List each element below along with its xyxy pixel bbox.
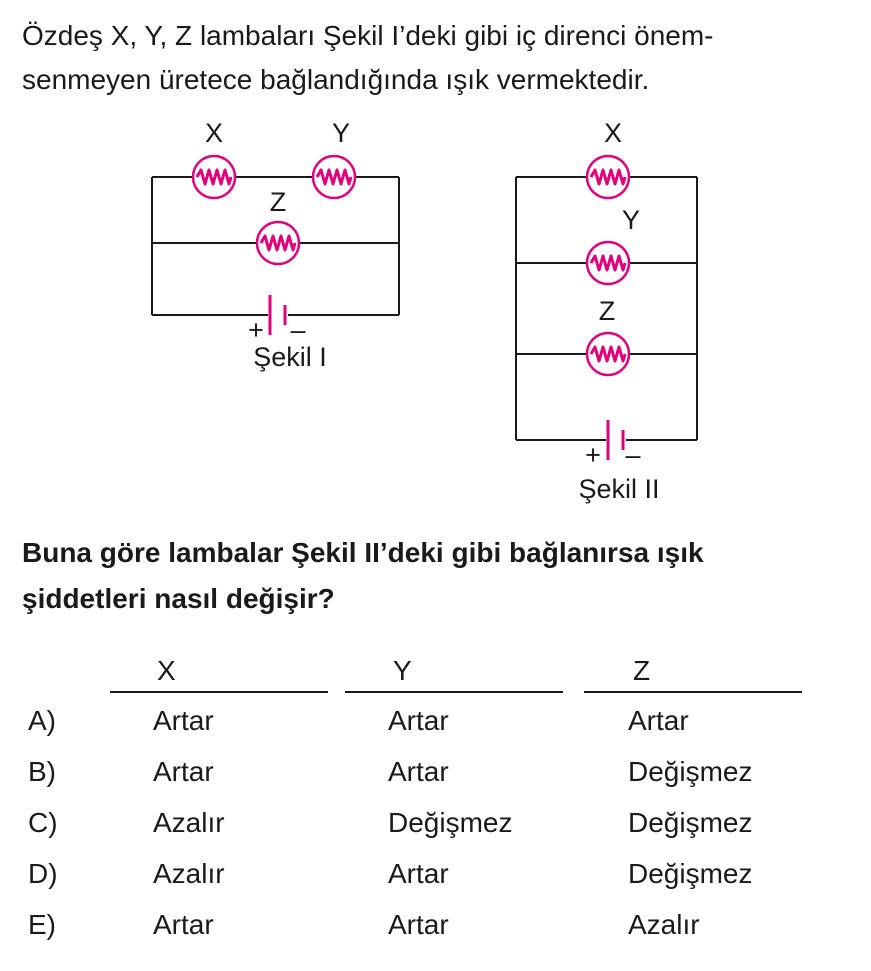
- figure-2-circuit: [516, 118, 697, 504]
- lamp-z-icon: [257, 222, 299, 264]
- cell-y: Artar: [388, 909, 449, 940]
- cell-y: Artar: [388, 705, 449, 736]
- cell-y: Artar: [388, 858, 449, 889]
- column-divider: [110, 691, 328, 693]
- battery-minus-label: –: [290, 315, 306, 345]
- lamp-x-icon: [193, 156, 235, 198]
- cell-z: Değişmez: [628, 858, 753, 889]
- figure-1-circuit: [152, 118, 399, 372]
- lamp-label-x: X: [204, 118, 224, 148]
- column-header-y: Y: [393, 655, 412, 686]
- cell-x: Artar: [153, 705, 214, 736]
- lamp-z-icon: [587, 333, 629, 375]
- column-header-z: Z: [633, 655, 651, 686]
- lamp-label-x: X: [603, 118, 623, 148]
- lamp-y-icon: [587, 242, 629, 284]
- cell-y: Artar: [388, 756, 449, 787]
- option-label: D): [28, 858, 58, 889]
- cell-z: Değişmez: [628, 807, 753, 838]
- cell-z: Değişmez: [628, 756, 753, 787]
- intro-line-1: Özdeş X, Y, Z lambaları Şekil I’deki gibi iç direnci önem-: [22, 20, 714, 51]
- question-line-2: şiddetleri nasıl değişir?: [22, 583, 335, 614]
- figure-2-caption: Şekil II: [578, 474, 660, 504]
- battery-plus-label: +: [585, 440, 601, 470]
- option-label: C): [28, 807, 58, 838]
- column-divider: [345, 691, 563, 693]
- question-prompt: [22, 530, 852, 622]
- lamp-x-icon: [587, 156, 629, 198]
- cell-z: Artar: [628, 705, 689, 736]
- cell-z: Azalır: [628, 909, 700, 940]
- cell-x: Artar: [153, 909, 214, 940]
- cell-x: Artar: [153, 756, 214, 787]
- lamp-y-icon: [313, 156, 355, 198]
- lamp-label-z: Z: [598, 296, 616, 326]
- option-label: E): [28, 909, 56, 940]
- cell-x: Azalır: [153, 807, 225, 838]
- lamp-label-z: Z: [269, 187, 287, 217]
- column-divider: [584, 691, 802, 693]
- column-header-x: X: [157, 655, 176, 686]
- lamp-label-y: Y: [621, 205, 641, 235]
- cell-y: Değişmez: [388, 807, 513, 838]
- battery-plus-label: +: [248, 315, 264, 345]
- cell-x: Azalır: [153, 858, 225, 889]
- lamp-label-y: Y: [331, 118, 351, 148]
- intro-line-2: senmeyen üretece bağlandığında ışık vermektedir.: [22, 64, 650, 95]
- question-line-1: Buna göre lambalar Şekil II’deki gibi bağlanırsa ışık: [22, 537, 704, 568]
- figure-1-caption: Şekil I: [253, 342, 327, 372]
- option-label: A): [28, 705, 56, 736]
- option-label: B): [28, 756, 56, 787]
- battery-minus-label: –: [625, 440, 641, 470]
